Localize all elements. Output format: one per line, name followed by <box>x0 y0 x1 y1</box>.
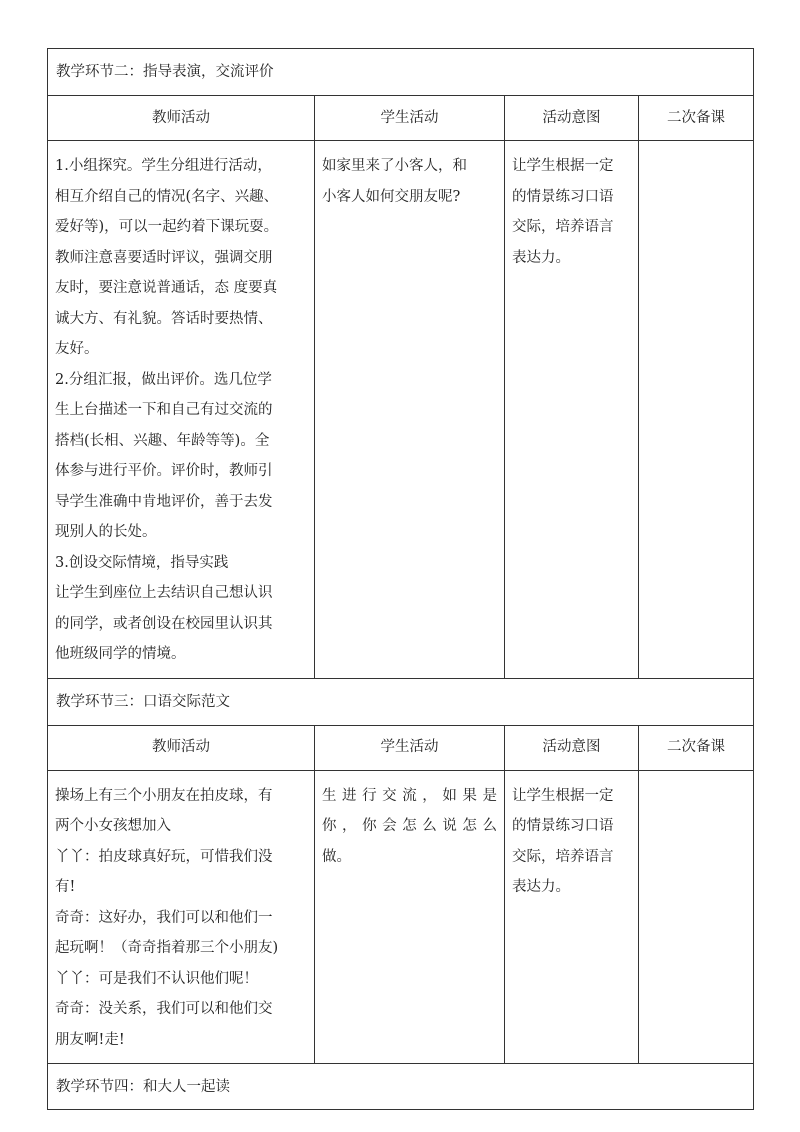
header-student-activity: 学生活动 <box>315 725 505 770</box>
column-header-row <box>48 725 754 770</box>
text-line: 如家里来了小客人，和 <box>322 158 467 174</box>
text-line: 两个小女孩想加入 <box>55 818 171 834</box>
section-title-row <box>48 49 754 96</box>
text-line: 的同学，或者创设在校园里认识其 <box>55 615 273 632</box>
second-prep-cell <box>639 770 754 1064</box>
student-activity-cell <box>315 770 505 1064</box>
text-line: 搭档(长相、兴趣、年龄等等)。全 <box>55 432 270 449</box>
text-line: 交际，培养语言 <box>512 219 614 235</box>
header-activity-intent: 活动意图 <box>505 96 639 141</box>
column-header-row <box>48 96 754 141</box>
text-line: 诚大方、有礼貌。答话时要热情、 <box>55 310 273 327</box>
section-title: 教学环节三：口语交际范文 <box>48 678 754 725</box>
text-line: 现别人的长处。 <box>55 524 157 540</box>
text-line: 小客人如何交朋友呢? <box>322 188 461 205</box>
section-title-row <box>48 678 754 725</box>
text-line: 奇奇：这好办，我们可以和他们一 <box>55 909 273 926</box>
text-line: 让学生根据一定 <box>512 158 614 174</box>
text-line: 表达力。 <box>512 879 570 895</box>
activity-intent-cell <box>505 141 639 679</box>
text-line: 让学生根据一定 <box>512 787 614 804</box>
teacher-activity-cell <box>48 141 315 679</box>
text-line: 奇奇：没关系，我们可以和他们交 <box>55 1001 273 1017</box>
text-line: 表达力。 <box>512 249 570 266</box>
header-student-activity: 学生活动 <box>315 96 505 141</box>
section-title: 教学环节四：和大人一起读 <box>48 1064 754 1110</box>
text-line: 丫丫：可是我们不认识他们呢！ <box>55 970 258 987</box>
text-line: 丫丫：拍皮球真好玩，可惜我们没 <box>55 848 273 865</box>
activity-intent-cell <box>505 770 639 1064</box>
header-second-prep: 二次备课 <box>639 96 754 141</box>
text-line: 体参与进行平价。评价时，教师引 <box>55 463 273 479</box>
text-line: 交际，培养语言 <box>512 848 614 865</box>
header-teacher-activity: 教师活动 <box>48 725 315 770</box>
text-line: 爱好等)，可以一起约着下课玩耍。 <box>55 219 279 235</box>
content-row <box>48 141 754 679</box>
text-line: 有! <box>55 879 76 895</box>
text-line: 你，你会怎么说怎么 <box>322 818 497 834</box>
teacher-activity-cell <box>48 770 315 1064</box>
student-activity-cell <box>315 141 505 679</box>
section-title: 教学环节二：指导表演，交流评价 <box>48 49 754 96</box>
second-prep-cell <box>639 141 754 679</box>
text-line: 生进行交流，如果是 <box>322 787 497 804</box>
text-line: 友时，要注意说普通话，态 度要真 <box>55 280 278 296</box>
text-line: 起玩啊！（奇奇指着那三个小朋友) <box>55 940 279 956</box>
text-line: 操场上有三个小朋友在拍皮球，有 <box>55 787 273 804</box>
text-line: 生上台描述一下和自己有过交流的 <box>55 402 273 418</box>
text-line: 相互介绍自己的情况(名字、兴趣、 <box>55 188 279 205</box>
text-line: 做。 <box>322 848 351 865</box>
text-line: 导学生准确中肯地评价，善于去发 <box>55 493 273 510</box>
text-line: 的情景练习口语 <box>512 818 614 834</box>
content-row <box>48 770 754 1064</box>
lesson-plan-table <box>47 48 754 1110</box>
text-line: 让学生到座位上去结识自己想认识 <box>55 585 273 601</box>
text-line: 教师注意喜要适时评议，强调交朋 <box>55 249 273 266</box>
text-line: 2.分组汇报，做出评价。选几位学 <box>55 371 272 388</box>
text-line: 他班级同学的情境。 <box>55 646 186 662</box>
text-line: 的情景练习口语 <box>512 188 614 205</box>
text-line: 3.创设交际情境，指导实践 <box>55 554 229 571</box>
text-line: 1.小组探究。学生分组进行活动， <box>55 158 272 174</box>
text-line: 朋友啊!走! <box>55 1031 125 1048</box>
header-teacher-activity: 教师活动 <box>48 96 315 141</box>
text-line: 友好。 <box>55 341 99 357</box>
header-activity-intent: 活动意图 <box>505 725 639 770</box>
header-second-prep: 二次备课 <box>639 725 754 770</box>
section-title-row <box>48 1064 754 1110</box>
